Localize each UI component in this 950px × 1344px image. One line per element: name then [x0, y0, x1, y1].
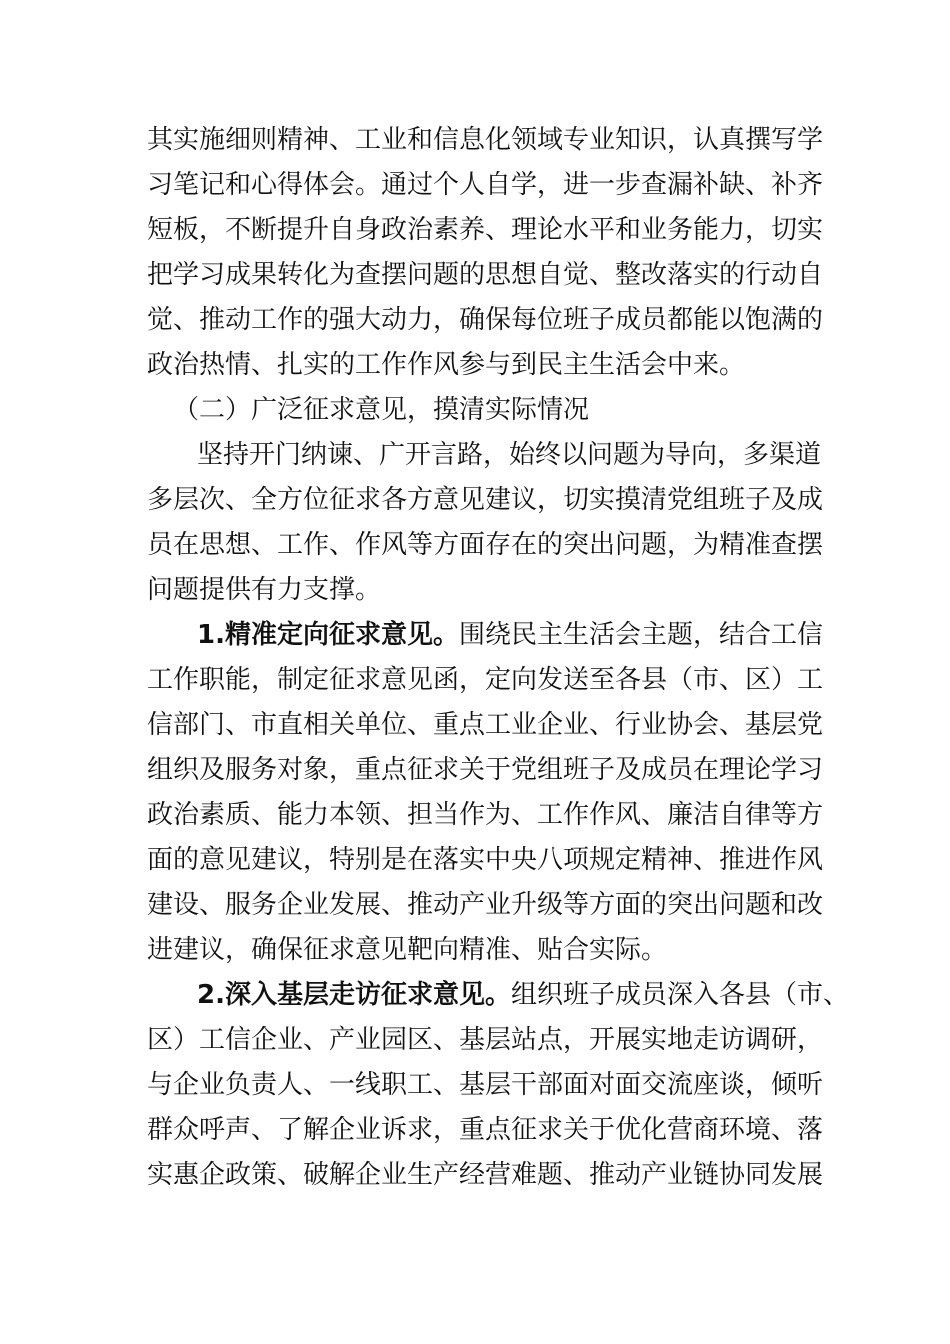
text-line	[147, 253, 824, 298]
text-line	[147, 883, 824, 928]
text-line	[147, 433, 822, 478]
line-text: 短板，不断提升自身政治素养、理论水平和业务能力，切实	[147, 215, 824, 245]
line-text: 与企业负责人、一线职工、基层干部面对面交流座谈，倾听	[147, 1070, 824, 1100]
section-heading	[147, 388, 807, 433]
line-text: 组织及服务对象，重点征求关于党组班子及成员在理论学习	[147, 755, 824, 785]
text-line	[147, 118, 824, 163]
text-line	[147, 1108, 824, 1153]
text-line	[147, 1018, 824, 1063]
line-text: 区）工信企业、产业园区、基层站点，开展实地走访调研，	[147, 1025, 824, 1055]
line-text: 把学习成果转化为查摆问题的思想自觉、整改落实的行动自	[147, 260, 824, 290]
line-text: 组织班子成员深入各县（市、	[510, 980, 849, 1010]
text-line	[147, 838, 824, 883]
line-text: 信部门、市直相关单位、重点工业企业、行业协会、基层党	[147, 710, 824, 740]
text-line	[147, 1153, 824, 1198]
text-line	[147, 298, 824, 343]
line-text: 围绕民主生活会主题，结合工信	[458, 620, 823, 650]
text-line	[147, 748, 824, 793]
text-line	[147, 928, 807, 973]
line-text: 政治热情、扎实的工作作风参与到民主生活会中来。	[147, 350, 746, 380]
line-text: 其实施细则精神、工业和信息化领域专业知识，认真撰写学	[147, 125, 824, 155]
text-line	[147, 658, 824, 703]
line-text: 坚持开门纳谏、广开言路，始终以问题为导向，多渠道	[197, 440, 822, 470]
subsection-title: 1.精准定向征求意见。	[197, 620, 459, 650]
text-line	[147, 973, 849, 1018]
line-text: 工作职能，制定征求意见函，定向发送至各县（市、区）工	[147, 665, 824, 695]
line-text: 员在思想、工作、作风等方面存在的突出问题，为精准查摆	[147, 530, 824, 560]
line-text: 习笔记和心得体会。通过个人自学，进一步查漏补缺、补齐	[147, 170, 824, 200]
line-text: 政治素质、能力本领、担当作为、工作作风、廉洁自律等方	[147, 800, 824, 830]
text-line	[147, 703, 824, 748]
text-line	[147, 568, 807, 613]
line-text: 觉、推动工作的强大动力，确保每位班子成员都能以饱满的	[147, 305, 824, 335]
line-text: 多层次、全方位征求各方意见建议，切实摸清党组班子及成	[147, 485, 824, 515]
line-text: 建设、服务企业发展、推动产业升级等方面的突出问题和改	[147, 890, 824, 920]
text-line	[147, 523, 824, 568]
text-line	[147, 793, 824, 838]
line-text: 群众呼声、了解企业诉求，重点征求关于优化营商环境、落	[147, 1115, 824, 1145]
text-line	[147, 613, 823, 658]
text-line	[147, 478, 824, 523]
line-text: （二）广泛征求意见，摸清实际情况	[173, 395, 590, 425]
text-line	[147, 163, 824, 208]
line-text: 问题提供有力支撑。	[147, 575, 382, 605]
text-line	[147, 343, 807, 388]
text-line	[147, 1063, 824, 1108]
document-body	[147, 118, 849, 1198]
subsection-title: 2.深入基层走访征求意见。	[197, 980, 511, 1010]
text-line	[147, 208, 824, 253]
line-text: 面的意见建议，特别是在落实中央八项规定精神、推进作风	[147, 845, 824, 875]
line-text: 进建议，确保征求意见靶向精准、贴合实际。	[147, 935, 668, 965]
line-text: 实惠企政策、破解企业生产经营难题、推动产业链协同发展	[147, 1160, 824, 1190]
